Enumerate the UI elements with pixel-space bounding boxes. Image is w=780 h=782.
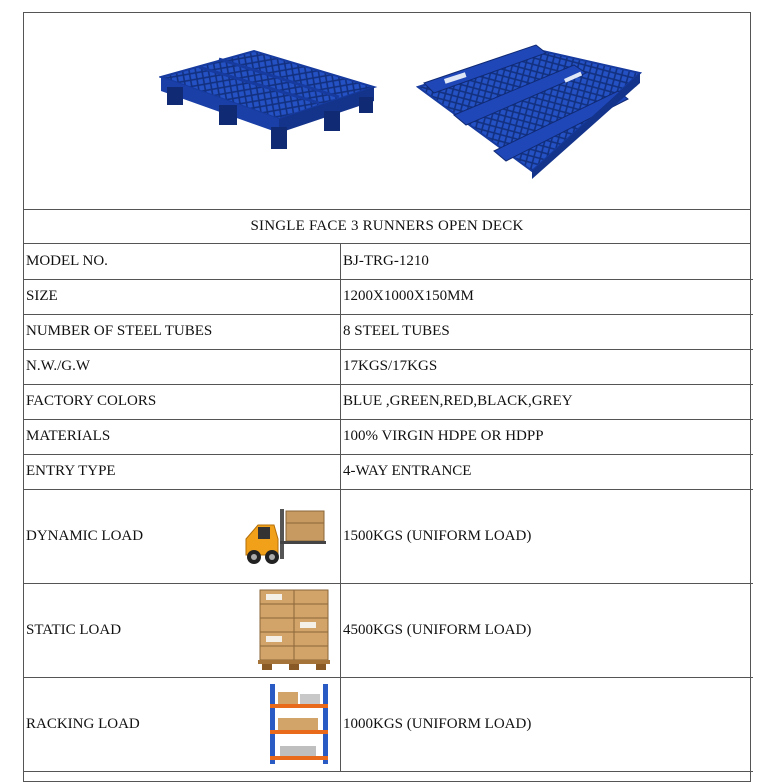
spec-value: 1200X1000X150MM bbox=[341, 279, 754, 314]
spec-value: BLUE ,GREEN,RED,BLACK,GREY bbox=[341, 384, 754, 419]
spec-row-size bbox=[24, 279, 753, 314]
spec-table bbox=[24, 244, 753, 772]
load-value: 4500KGS (UNIFORM LOAD) bbox=[341, 583, 754, 677]
spec-label: FACTORY COLORS bbox=[24, 384, 341, 419]
load-row-dynamic bbox=[24, 489, 753, 583]
spec-label: MATERIALS bbox=[24, 419, 341, 454]
load-row-racking bbox=[24, 677, 753, 771]
stacked-boxes-icon bbox=[256, 588, 332, 672]
spec-label: N.W./G.W bbox=[24, 349, 341, 384]
spec-value: 100% VIRGIN HDPE OR HDPP bbox=[341, 419, 754, 454]
spec-label: MODEL NO. bbox=[24, 244, 341, 279]
pallet-top-image bbox=[159, 47, 379, 167]
spec-value: BJ-TRG-1210 bbox=[341, 244, 754, 279]
forklift-icon bbox=[240, 503, 332, 569]
spec-row-entry-type bbox=[24, 454, 753, 489]
spec-row-model bbox=[24, 244, 753, 279]
spec-row-weight bbox=[24, 349, 753, 384]
load-label-cell bbox=[24, 677, 341, 771]
spec-value: 4-WAY ENTRANCE bbox=[341, 454, 754, 489]
spec-row-materials bbox=[24, 419, 753, 454]
spec-value: 17KGS/17KGS bbox=[341, 349, 754, 384]
load-row-static bbox=[24, 583, 753, 677]
load-label-cell bbox=[24, 489, 341, 583]
load-value: 1000KGS (UNIFORM LOAD) bbox=[341, 677, 754, 771]
load-label: RACKING LOAD bbox=[26, 715, 140, 732]
product-photo-cell bbox=[24, 13, 750, 210]
load-label-cell bbox=[24, 583, 341, 677]
load-label: STATIC LOAD bbox=[26, 621, 122, 638]
spec-value: 8 STEEL TUBES bbox=[341, 314, 754, 349]
spec-row-steel-tubes bbox=[24, 314, 753, 349]
spec-row-colors bbox=[24, 384, 753, 419]
pallet-bottom-image bbox=[414, 39, 644, 179]
spec-label: NUMBER OF STEEL TUBES bbox=[24, 314, 341, 349]
load-label: DYNAMIC LOAD bbox=[26, 527, 144, 544]
spec-label: ENTRY TYPE bbox=[24, 454, 341, 489]
spec-label: SIZE bbox=[24, 279, 341, 314]
racking-shelf-icon bbox=[266, 682, 332, 766]
spec-sheet bbox=[23, 12, 751, 782]
load-value: 1500KGS (UNIFORM LOAD) bbox=[341, 489, 754, 583]
product-title: SINGLE FACE 3 RUNNERS OPEN DECK bbox=[24, 209, 750, 244]
